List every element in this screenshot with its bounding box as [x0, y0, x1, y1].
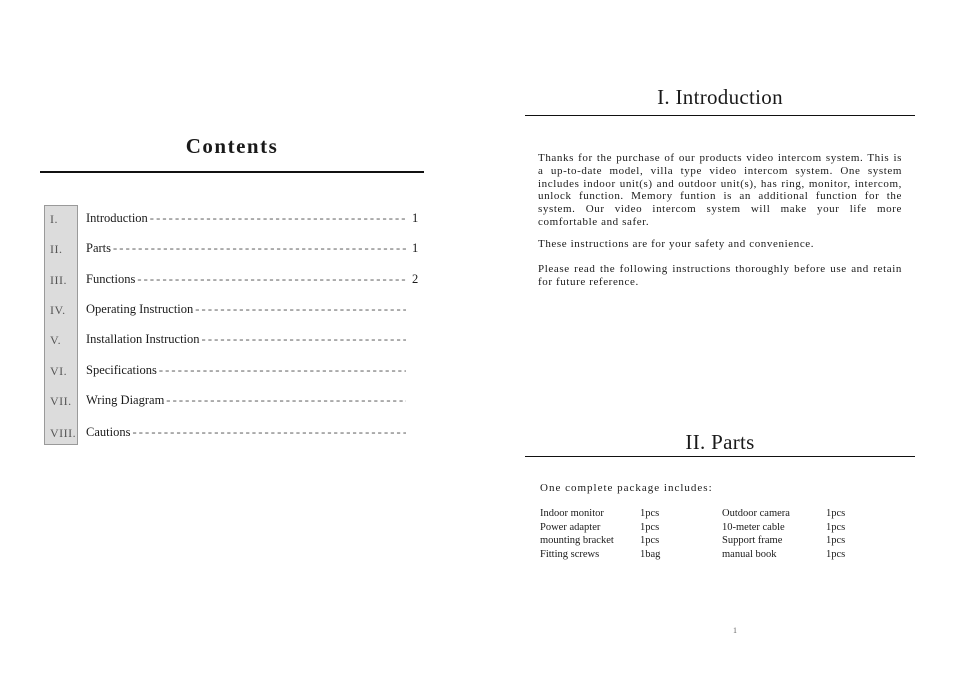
safety-paragraph: These instructions are for your safety and convenience. — [538, 238, 815, 250]
part-name: manual book — [722, 548, 777, 560]
toc-item-title: Wring Diagram — [86, 393, 165, 407]
introduction-heading: I. Introduction — [657, 85, 783, 109]
part-qty: 1pcs — [826, 508, 846, 519]
toc-leader — [113, 241, 406, 256]
table-row — [540, 521, 856, 535]
toc-item-number: I. — [50, 212, 58, 226]
toc-item-title: Specifications — [86, 363, 157, 377]
part-name: Indoor monitor — [540, 508, 604, 519]
contents-divider — [40, 171, 424, 173]
part-qty: 1pcs — [640, 508, 660, 519]
toc-item-number: VI. — [50, 364, 68, 378]
part-qty: 1pcs — [826, 548, 846, 560]
part-name: Support frame — [722, 535, 783, 546]
part-name: Power adapter — [540, 521, 601, 533]
parts-divider — [525, 456, 915, 457]
toc-item-parts[interactable] — [44, 240, 424, 260]
toc-item-cautions[interactable] — [44, 424, 424, 444]
toc-leader — [195, 302, 406, 317]
toc-item-title: Operating Instruction — [86, 302, 194, 316]
part-qty: 1pcs — [826, 535, 846, 546]
toc-item-functions[interactable] — [44, 271, 424, 291]
toc-item-introduction[interactable] — [44, 210, 424, 230]
part-name: 10-meter cable — [722, 521, 785, 533]
toc-leader — [132, 425, 406, 440]
toc-item-page: 1 — [412, 211, 419, 225]
package-intro: One complete package includes: — [540, 482, 713, 494]
toc-item-title: Parts — [86, 241, 111, 255]
part-qty: 1pcs — [826, 521, 846, 533]
part-qty: 1bag — [640, 548, 661, 560]
toc-item-page: 2 — [412, 272, 419, 286]
toc-item-number: VIII. — [50, 426, 77, 440]
toc-leader — [137, 272, 406, 287]
introduction-divider — [525, 115, 915, 116]
toc-item-number: IV. — [50, 303, 66, 317]
toc-item-number: III. — [50, 273, 67, 287]
parts-heading: II. Parts — [685, 430, 755, 454]
toc-leader — [150, 211, 406, 226]
toc-item-installation-instruction[interactable] — [44, 331, 424, 351]
toc-item-number: VII. — [50, 394, 72, 408]
contents-title: Contents — [185, 134, 279, 158]
toc-item-wiring-diagram[interactable] — [44, 392, 424, 412]
toc-leader — [159, 363, 406, 378]
table-row — [540, 548, 856, 562]
table-row — [540, 534, 856, 548]
toc-item-title: Cautions — [86, 425, 131, 439]
part-qty: 1pcs — [640, 535, 660, 546]
part-name: Fitting screws — [540, 548, 600, 560]
toc-item-title: Introduction — [86, 211, 148, 225]
parts-table — [540, 507, 856, 561]
toc-item-number: V. — [50, 333, 62, 347]
toc-item-page: 1 — [412, 241, 419, 255]
part-name: mounting bracket — [540, 535, 614, 546]
toc-item-specifications[interactable] — [44, 362, 424, 382]
toc-leader — [166, 393, 406, 408]
table-row — [540, 507, 856, 521]
introduction-paragraph: Thanks for the purchase of our products video intercom system. This is a up-to-date model, villa type video intercom system. One system includes indoor unit(s) and outdoor unit(s), has ring, monitor, intercom, unlock function. Memory funtion is an additional function for the system. Our video intercom system will make your life more comfortable and safer. — [538, 152, 902, 228]
toc-item-title: Installation Instruction — [86, 332, 200, 346]
part-qty: 1pcs — [640, 521, 660, 533]
toc-item-title: Functions — [86, 272, 136, 286]
read-instructions-paragraph: Please read the following instructions thoroughly before use and retain for future reference. — [538, 263, 902, 288]
toc-item-number: II. — [50, 242, 63, 256]
page-number: 1 — [733, 626, 737, 635]
toc-leader — [202, 332, 406, 347]
part-name: Outdoor camera — [722, 508, 790, 519]
toc-item-operating-instruction[interactable] — [44, 301, 424, 321]
